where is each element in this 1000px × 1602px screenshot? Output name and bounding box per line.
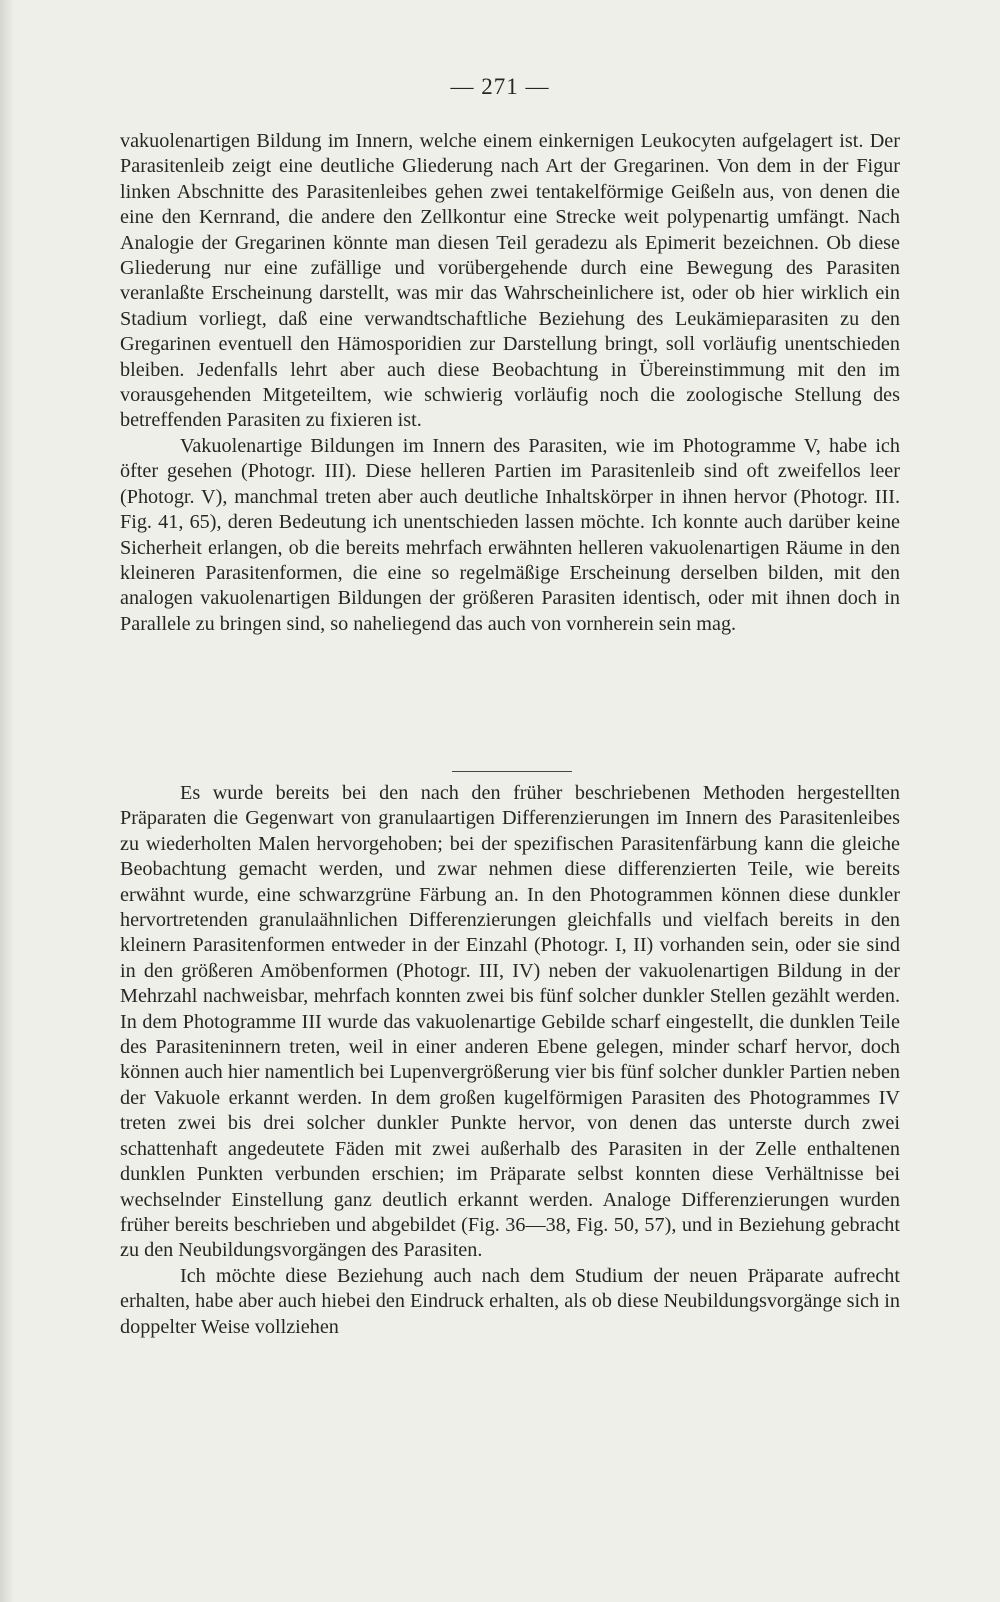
paragraph: Vakuolenartige Bildungen im Innern des Parasiten, wie im Photogramme V, habe ich öfter gesehen (Photogr. III). Diese helleren Partien im Parasitenleib sind oft zweifellos leer (Photogr. V), manchmal treten aber auch deutliche Inhaltskörper in ihnen hervor (Photogr. III. Fig. 41, 65), deren Bedeutung ich unentschieden lassen möchte. Ich konnte auch darüber keine Sicherheit erlangen, ob die bereits mehrfach erwähnten helleren vakuolenartigen Räume in den kleineren Parasitenformen, die eine so regelmäßige Erscheinung derselben bilden, mit den analogen vakuolenartigen Bildungen der größeren Parasiten identisch, oder mit ihnen doch in Parallele zu bringen sind, so naheliegend das auch von vornherein sein mag. [120,434,900,635]
section-divider [452,771,572,772]
text-block-upper [120,129,900,637]
paragraph: vakuolenartigen Bildung im Innern, welche einem einkernigen Leukocyten aufgelagert ist. Der Parasitenleib zeigt eine deutliche Gliederung nach Art der Gregarinen. Von dem in der Figur linken Abschnitte des Parasitenleibes gehen zwei tentakelförmige Geißeln aus, von denen die eine den Kernrand, die andere den Zellkontur eine Strecke weit polypenartig umfängt. Nach Analogie der Gregarinen könnte man diesen Teil geradezu als Epimerit bezeichnen. Ob diese Gliederung nur eine zufällige und vorübergehende durch eine Bewegung des Parasiten veranlaßte Erscheinung darstellt, was mir das Wahrscheinlichere ist, oder ob hier wirklich ein Stadium vorliegt, daß eine verwandtschaftliche Beziehung des Leukämieparasiten zu den Gregarinen eventuell den Hämosporidien zur Darstellung bringt, soll vorläufig unentschieden bleiben. Jedenfalls lehrt aber auch diese Beobachtung in Übereinstimmung mit den im vorausgehenden Mitgeteiltem, wie schwierig vorläufig noch die zoologische Stellung des betreffenden Parasiten zu fixieren ist. [120,130,900,432]
page-fold-shadow [0,0,14,1602]
paragraph: Ich möchte diese Beziehung auch nach dem Studium der neuen Präparate aufrecht erhalten, habe aber auch hiebei den Eindruck erhalten, als ob diese Neubildungsvorgänge sich in doppelter Weise vollziehen [120,1264,900,1338]
text-block-lower [120,781,900,1340]
paragraph: Es wurde bereits bei den nach den früher beschriebenen Methoden hergestellten Präparaten die Gegenwart von granulaartigen Differenzierungen im Innern des Parasitenleibes zu wiederholten Malen hervorgehoben; bei der spezifischen Parasitenfärbung kann die gleiche Beobachtung gemacht werden, und zwar nehmen diese differenzierten Teile, wie bereits erwähnt wurde, eine schwarzgrüne Färbung an. In den Photogrammen können diese dunkler hervortretenden granulaähnlichen Differenzierungen gleichfalls und vielfach bereits in den kleinern Parasitenformen entweder in der Einzahl (Photogr. I, II) vorhanden sein, oder sie sind in den größeren Amöbenformen (Photogr. III, IV) neben der vakuolenartigen Bildung in der Mehrzahl nachweisbar, mehrfach konnten zwei bis fünf solcher dunkler Stellen gezählt werden. In dem Photogramme III wurde das vakuolenartige Gebilde scharf eingestellt, die dunklen Teile des Parasiteninnern treten, weil in einer anderen Ebene gelegen, minder scharf hervor, doch können auch hier namentlich bei Lupenvergrößerung vier bis fünf solcher dunkler Partien neben der Vakuole erkannt werden. In dem großen kugelförmigen Parasiten des Photogrammes IV treten zwei bis drei solcher dunkler Punkte hervor, von denen das unterste durch zwei schattenhaft angedeutete Fäden mit zwei außerhalb des Parasiten in der Zelle enthaltenen dunklen Punkten verbunden erschien; im Präparate selbst konnten diese Verhältnisse bei wechselnder Einstellung ganz deutlich erkannt werden. Analoge Differenzierungen wurden früher bereits beschrieben und abgebildet (Fig. 36—38, Fig. 50, 57), und in Beziehung gebracht zu den Neubildungsvorgängen des Parasiten. [120,782,900,1262]
page-number: — 271 — [450,74,550,99]
